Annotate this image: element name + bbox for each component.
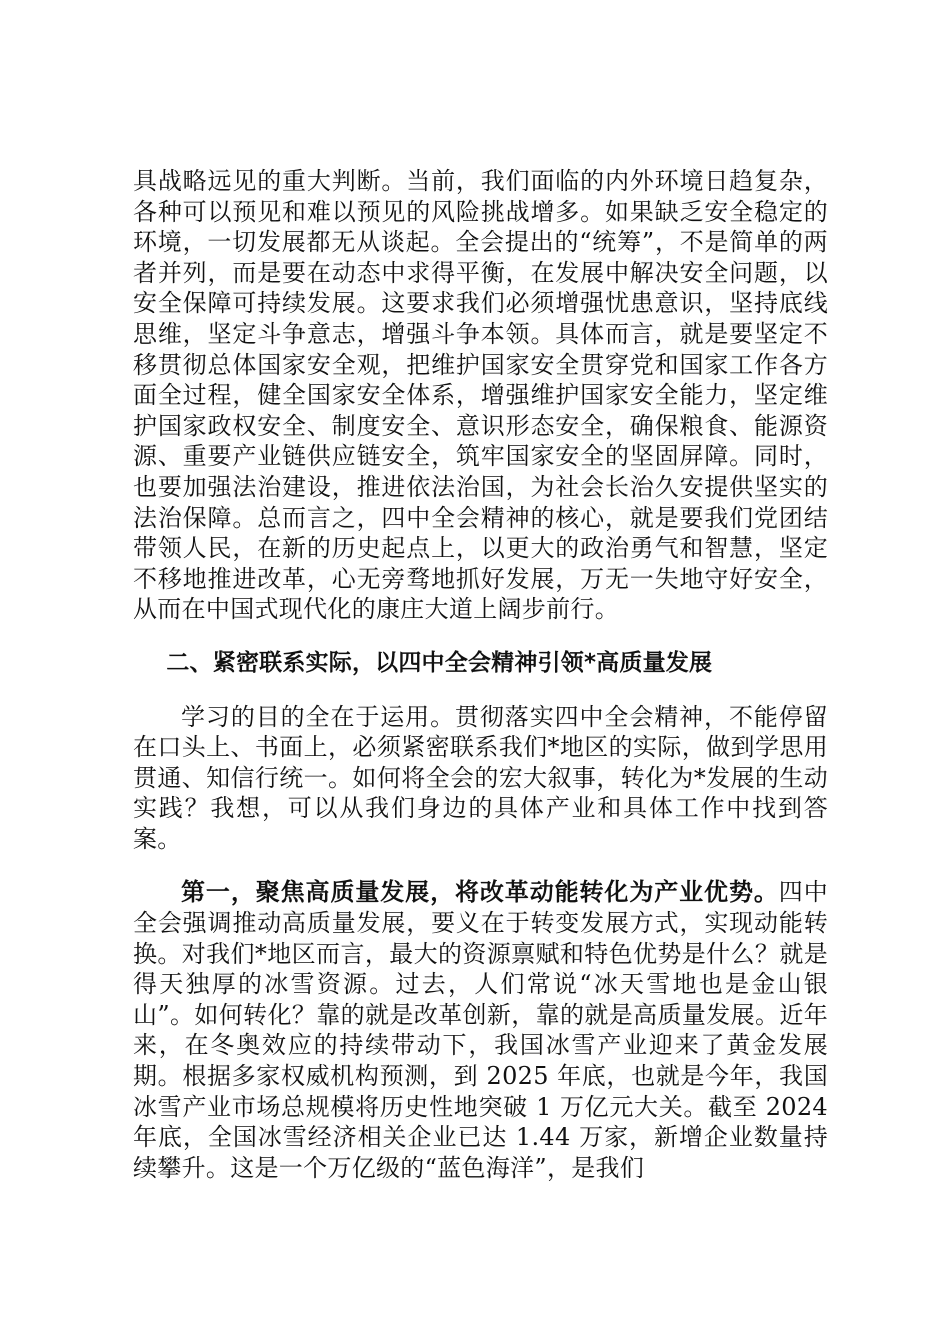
section-heading: 二、紧密联系实际，以四中全会精神引领*高质量发展 [166,649,713,676]
paragraph-3-lead-sentence: 第一，聚焦高质量发展，将改革动能转化为产业优势。 [181,878,779,907]
document-page [133,166,828,1183]
body-paragraph-2: 学习的目的全在于运用。贯彻落实四中全会精神，不能停留在口头上、书面上，必须紧密联系我们*地区的实际，做到学思用贯通、知信行统一。如何将全会的宏大叙事，转化为*发展的生动实践？我想，可以从我们身边的具体产业和具体工作中找到答案。 [133,702,828,853]
body-paragraph-3 [133,877,828,1183]
body-paragraph-1: 具战略远见的重大判断。当前，我们面临的内外环境日趋复杂，各种可以预见和难以预见的风险挑战增多。如果缺乏安全稳定的环境，一切发展都无从谈起。全会提出的“统筹”，不是简单的两者并列，而是要在动态中求得平衡，在发展中解决安全问题，以安全保障可持续发展。这要求我们必须增强忧患意识，坚持底线思维，坚定斗争意志，增强斗争本领。具体而言，就是要坚定不移贯彻总体国家安全观，把维护国家安全贯穿党和国家工作各方面全过程，健全国家安全体系，增强维护国家安全能力，坚定维护国家政权安全、制度安全、意识形态安全，确保粮食、能源资源、重要产业链供应链安全，筑牢国家安全的坚固屏障。同时，也要加强法治建设，推进依法治国，为社会长治久安提供坚实的法治保障。总而言之，四中全会精神的核心，就是要我们党团结带领人民，在新的历史起点上，以更大的政治勇气和智慧，坚定不移地推进改革，心无旁骛地抓好发展，万无一失地守好安全，从而在中国式现代化的康庄大道上阔步前行。 [133,167,828,624]
paragraph-3-body: 四中全会强调推动高质量发展，要义在于转变发展方式，实现动能转换。对我们*地区而言，最大的资源禀赋和特色优势是什么？就是得天独厚的冰雪资源。过去，人们常说“冰天雪地也是金山银山”。如何转化？靠的就是改革创新，靠的就是高质量发展。近年来，在冬奥效应的持续带动下，我国冰雪产业迎来了黄金发展期。根据多家权威机构预测，到 2025 年底，也就是今年，我国冰雪产业市场总规模将历史性地突破 1 万亿元大关。截至 2024 年底，全国冰雪经济相关企业已达 1.44 万家，新增企业数量持续攀升。这是一个万亿级的“蓝色海洋”，是我们 [133,878,828,1182]
